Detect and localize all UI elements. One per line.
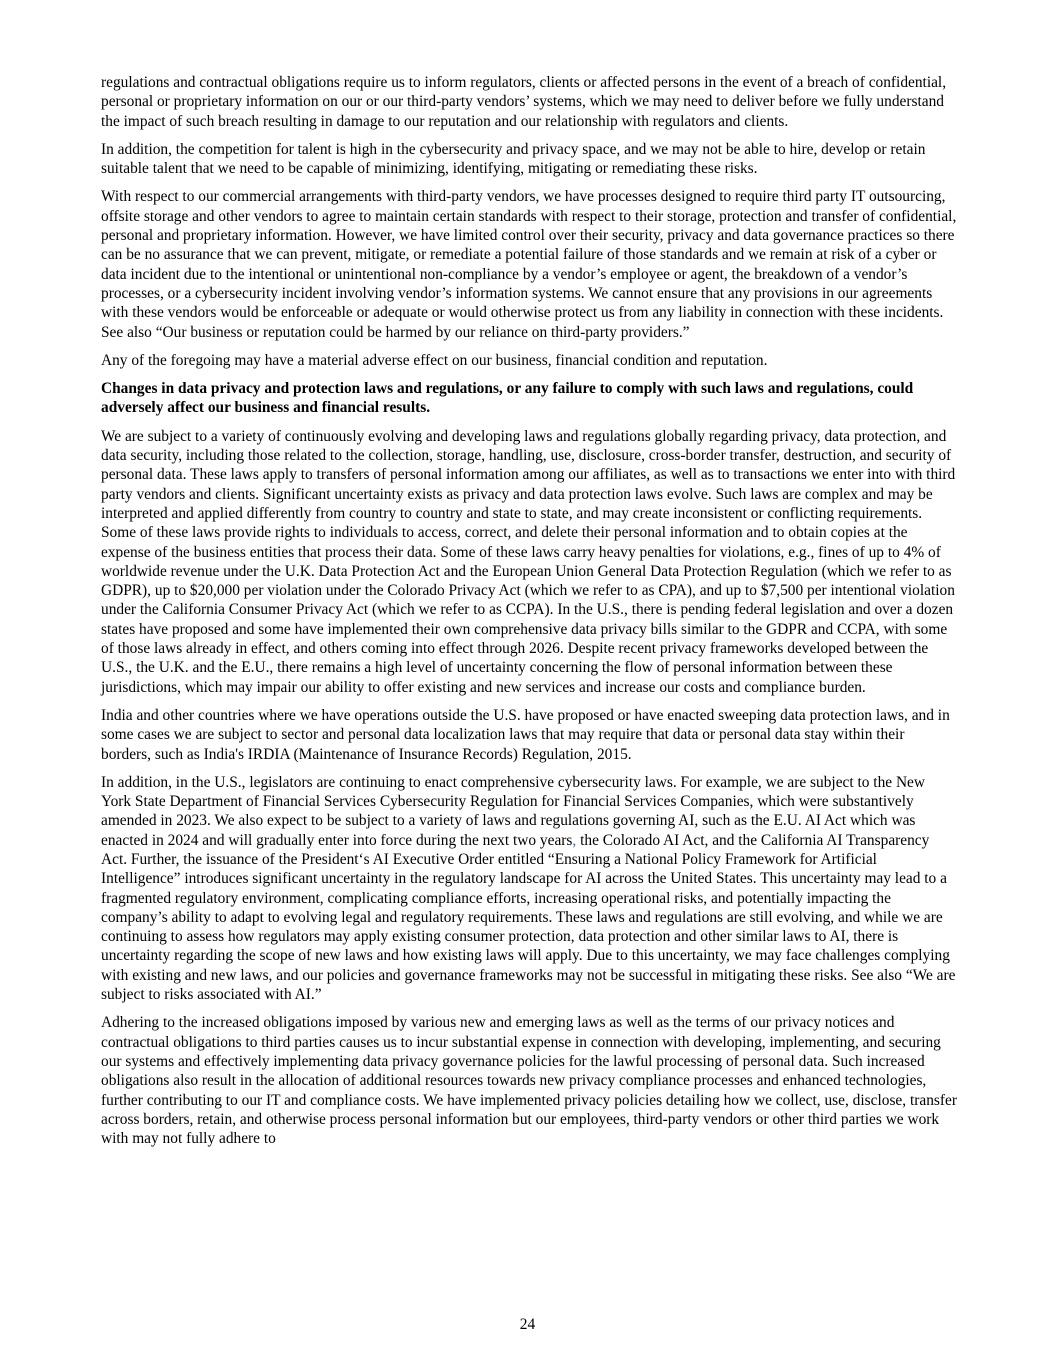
- ai-paragraph-part-1: In addition, in the U.S., legislators are continuing to enact comprehensive cybersecurity laws. For example, we are subject to the New York State Department of Financial Services Cybersecurity Regulation for Financial Services Companies, which were substantively amended in 2023. We also expect to be subject to a variety of laws and regulations governing AI, such as the E.U. AI Act which was enacted in 2024 and will gradually enter into force during the next two years: [101, 773, 926, 849]
- paragraph-adverse-effect: Any of the foregoing may have a material adverse effect on our business, financial condition and reputation.: [101, 351, 768, 369]
- paragraph-talent-competition: In addition, the competition for talent is high in the cybersecurity and privacy space, and we may not be able to hire, develop or retain suitable talent that we need to be capable of minimizing, identifying, mitigating or remediating these risks.: [101, 140, 926, 178]
- page-number: 24: [519, 1316, 536, 1333]
- ai-paragraph-part-2: the Colorado AI Act, and the California AI Transparency Act. Further, the issuance of the President‘s AI Executive Order entitled “Ensuring a National Policy Framework for Artificial Intelligence” introduces significant uncertainty in the regulatory landscape for AI across the United States. This uncertainty may lead to a fragmented regulatory environment, complicating compliance efforts, increasing operational risks, and potentially impacting the company’s ability to adapt to evolving legal and regulatory requirements. These laws and regulations are still evolving, and while we are continuing to assess how regulators may apply existing consumer protection, data protection and other similar laws to AI, there is uncertainty regarding the scope of new laws and how existing laws will apply. Due to this uncertainty, we may face challenges complying with existing and new laws, and our policies and governance frameworks may not be successful in mitigating these risks. See also “We are subject to risks associated with AI.”: [101, 831, 956, 1004]
- paragraph-third-party-vendors: With respect to our commercial arrangements with third-party vendors, we have processes designed to require third party IT outsourcing, offsite storage and other vendors to agree to maintain certain standards with respect to their storage, protection and transfer of confidential, personal and proprietary information. However, we have limited control over their security, privacy and data governance practices so there can be no assurance that we can prevent, mitigate, or remediate a potential failure of those standards and we remain at risk of a cyber or data incident due to the intentional or unintentional non-compliance by a vendor’s employee or agent, the breakdown of a vendor’s processes, or a cybersecurity incident involving vendor’s information systems. We cannot ensure that any provisions in our agreements with these vendors would be enforceable or adequate or would otherwise protect us from any liability in connection with these incidents. See also “Our business or reputation could be harmed by our reliance on third-party providers.”: [101, 188, 957, 341]
- ai-paragraph-comma: ,: [572, 831, 577, 849]
- paragraph-compliance-obligations: Adhering to the increased obligations imposed by various new and emerging laws as well as the terms of our privacy notices and contractual obligations to third parties causes us to incur substantial expense in connection with developing, implementing, and securing our systems and effectively implementing data privacy governance policies for the lawful processing of personal data. Such increased obligations also result in the allocation of additional resources towards new privacy compliance processes and enhanced technologies, further contributing to our IT and compliance costs. We have implemented privacy policies detailing how we collect, use, disclose, transfer across borders, retain, and otherwise process personal information but our employees, third-party vendors or other third parties we work with may not fully adhere to: [101, 1014, 957, 1148]
- paragraph-cybersecurity-ai-laws: [101, 773, 957, 1005]
- section-heading: Changes in data privacy and protection laws and regulations, or any failure to comply with such laws and regulations, could adversely affect our business and financial results.: [101, 380, 914, 417]
- paragraph-privacy-laws: We are subject to a variety of continuously evolving and developing laws and regulations globally regarding privacy, data protection, and data security, including those related to the collection, storage, handling, use, disclosure, cross-border transfer, destruction, and security of personal data. These laws apply to transfers of personal information among our affiliates, as well as to transactions we enter into with third party vendors and clients. Significant uncertainty exists as privacy and data protection laws evolve. Such laws are complex and may be interpreted and applied differently from country to country and state to state, and may create inconsistent or conflicting requirements. Some of these laws provide rights to individuals to access, correct, and delete their personal information and to obtain copies at the expense of the business entities that process their data. Some of these laws carry heavy penalties for violations, e.g., fines of up to 4% of worldwide revenue under the U.K. Data Protection Act and the European Union General Data Protection Regulation (which we refer to as GDPR), up to $20,000 per violation under the Colorado Privacy Act (which we refer to as CPA), and up to $7,500 per intentional violation under the California Consumer Privacy Act (which we refer to as CCPA). In the U.S., there is pending federal legislation and over a dozen states have proposed and some have implemented their own comprehensive data privacy bills similar to the GDPR and CCPA, with some of those laws already in effect, and others coming into effect through 2026. Despite recent privacy frameworks developed between the U.S., the U.K. and the E.U., there remains a high level of uncertainty concerning the flow of personal information between these jurisdictions, which may impair our ability to offer existing and new services and increase our costs and compliance burden.: [101, 427, 956, 696]
- paragraph-breach-notification: regulations and contractual obligations require us to inform regulators, clients or affected persons in the event of a breach of confidential, personal or proprietary information on our or our third-party vendors’ systems, which we may need to deliver before we fully understand the impact of such breach resulting in damage to our reputation and our relationship with regulators and clients.: [101, 74, 947, 130]
- document-body: [101, 73, 957, 1157]
- paragraph-india-localization: India and other countries where we have operations outside the U.S. have proposed or have enacted sweeping data protection laws, and in some cases we are subject to sector and personal data localization laws that may require that data or personal data stay within their borders, such as India's IRDIA (Maintenance of Insurance Records) Regulation, 2015.: [101, 706, 950, 763]
